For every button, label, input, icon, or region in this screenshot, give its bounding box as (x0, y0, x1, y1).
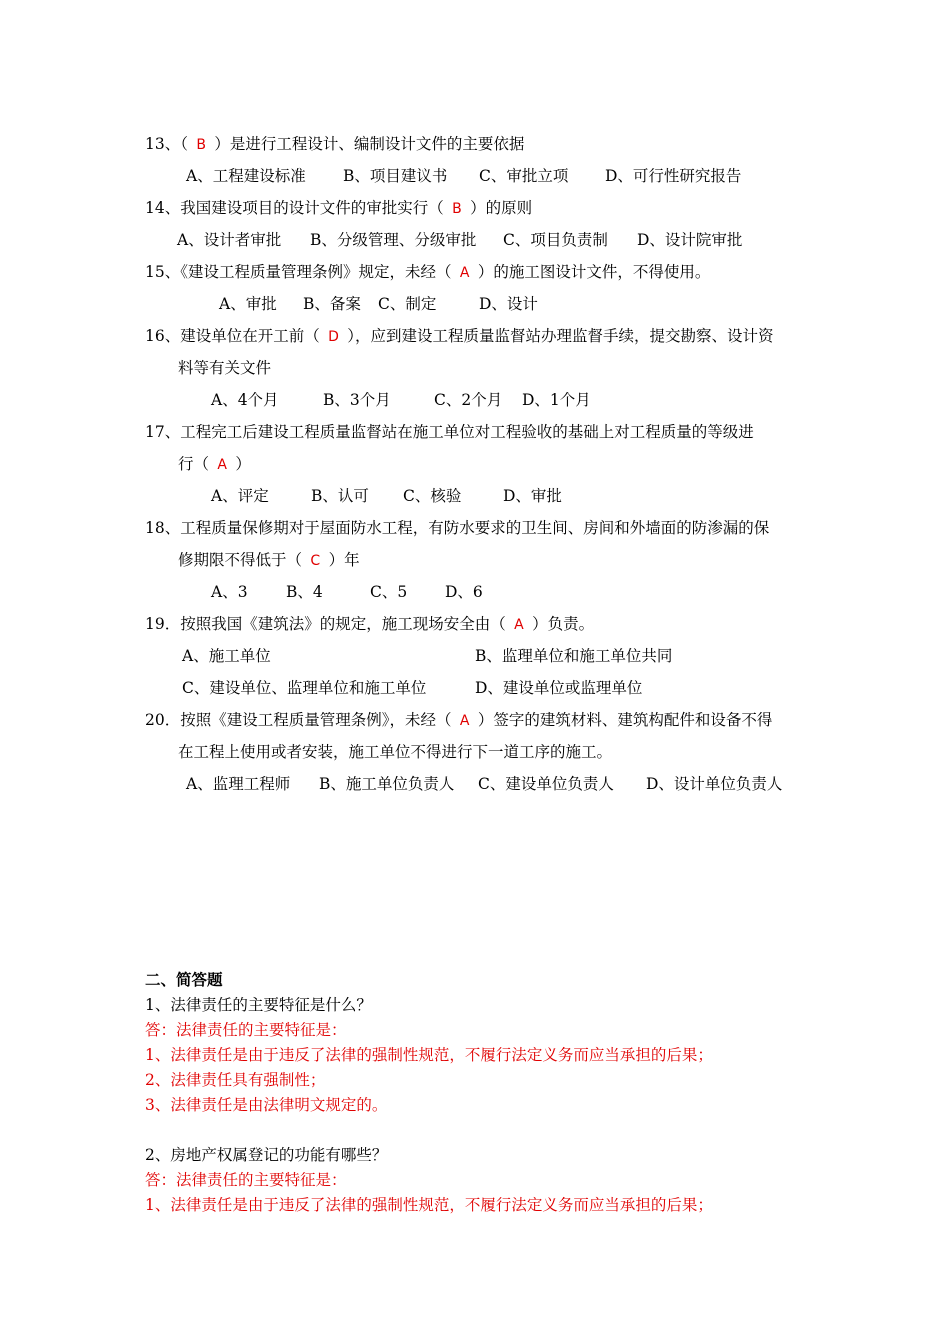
answer-line: 3、法律责任是由法律明文规定的。 (145, 1096, 388, 1114)
answer-mark: A (459, 713, 470, 729)
question-text-continued (178, 550, 360, 571)
option-b: B、项目建议书 (343, 167, 448, 185)
question-text: ）的施工图设计文件，不得使用。 (477, 263, 711, 281)
question-16 (145, 326, 774, 347)
question-text-continued: 在工程上使用或者安装，施工单位不得进行下一道工序的施工。 (178, 743, 613, 761)
option-c: C、建设单位、监理单位和施工单位 (182, 679, 427, 697)
question-text: ），应到建设工程质量监督站办理监督手续，提交勘察、设计资 (347, 327, 774, 345)
answer-line: 1、法律责任是由于违反了法律的强制性规范，不履行法定义务而应当承担的后果； (145, 1196, 713, 1214)
option-a: A、4个月 (211, 391, 279, 409)
option-d: D、设计单位负责人 (646, 775, 783, 793)
answer-mark: B (452, 201, 462, 217)
option-d: D、审批 (503, 487, 562, 505)
answer-line: 答：法律责任的主要特征是： (145, 1021, 347, 1039)
option-a: A、监理工程师 (186, 775, 291, 793)
question-17: 17、工程完工后建设工程质量监督站在施工单位对工程验收的基础上对工程质量的等级进 (145, 423, 754, 441)
question-text: ）签字的建筑材料、建筑构配件和设备不得 (477, 711, 773, 729)
answer-mark: A (459, 265, 470, 281)
option-b: B、3个月 (323, 391, 391, 409)
answer-mark: C (310, 553, 321, 569)
option-c: C、建设单位负责人 (478, 775, 614, 793)
question-text-continued: 料等有关文件 (178, 359, 272, 377)
option-d: D、1个月 (522, 391, 591, 409)
option-b: B、4 (286, 583, 323, 601)
question-text: 19．按照我国《建筑法》的规定，施工现场安全由（ (145, 615, 506, 633)
option-b: B、监理单位和施工单位共同 (475, 647, 673, 665)
question-text: ） (235, 455, 251, 473)
option-c: C、2个月 (434, 391, 503, 409)
question-text: 修期限不得低于（ (178, 551, 303, 569)
option-a: A、评定 (211, 487, 269, 505)
question-text: 14、我国建设项目的设计文件的审批实行（ (145, 199, 444, 217)
option-c: C、5 (370, 583, 408, 601)
option-d: D、6 (445, 583, 483, 601)
option-d: D、建设单位或监理单位 (475, 679, 643, 697)
question-15 (145, 262, 710, 283)
question-18: 18、工程质量保修期对于屋面防水工程，有防水要求的卫生间、房间和外墙面的防渗漏的保 (145, 519, 770, 537)
answer-mark: D (328, 329, 339, 345)
question-text: 行（ (178, 455, 210, 473)
short-question-2: 2、房地产权属登记的功能有哪些？ (145, 1146, 388, 1164)
option-c: C、项目负责制 (503, 231, 608, 249)
short-question-1: 1、法律责任的主要特征是什么？ (145, 996, 372, 1014)
question-text: 15、《建设工程质量管理条例》规定，未经（ (145, 263, 452, 281)
answer-line: 1、法律责任是由于违反了法律的强制性规范，不履行法定义务而应当承担的后果； (145, 1046, 713, 1064)
option-a: A、设计者审批 (177, 231, 282, 249)
answer-mark: A (514, 617, 524, 633)
option-d: D、设计院审批 (637, 231, 743, 249)
answer-mark: A (217, 457, 227, 473)
option-c: C、审批立项 (479, 167, 569, 185)
question-14 (145, 198, 532, 219)
option-b: B、备案 (303, 295, 361, 313)
option-b: B、分级管理、分级审批 (310, 231, 477, 249)
option-a: A、工程建设标准 (186, 167, 306, 185)
section-title: 二、简答题 (145, 970, 223, 989)
question-19 (145, 614, 594, 635)
question-20 (145, 710, 772, 731)
option-d: D、可行性研究报告 (605, 167, 742, 185)
option-a: A、审批 (219, 295, 277, 313)
answer-line: 答：法律责任的主要特征是： (145, 1171, 347, 1189)
option-b: B、认可 (311, 487, 369, 505)
option-a: A、3 (211, 583, 248, 601)
option-c: C、制定 (378, 295, 437, 313)
answer-line: 2、法律责任具有强制性； (145, 1071, 326, 1089)
question-text: 20．按照《建设工程质量管理条例》，未经（ (145, 711, 452, 729)
option-b: B、施工单位负责人 (319, 775, 455, 793)
question-text-continued (178, 454, 251, 475)
option-a: A、施工单位 (182, 647, 271, 665)
question-text: ）的原则 (470, 199, 533, 217)
question-text: 16、建设单位在开工前（ (145, 327, 320, 345)
question-text: ）年 (328, 551, 360, 569)
option-d: D、设计 (479, 295, 538, 313)
option-c: C、核验 (403, 487, 462, 505)
question-text: ）是进行工程设计、编制设计文件的主要依据 (214, 135, 525, 153)
question-13 (145, 134, 524, 155)
question-text: 13、（ (145, 135, 188, 153)
question-text: ）负责。 (532, 615, 595, 633)
answer-mark: B (196, 137, 206, 153)
